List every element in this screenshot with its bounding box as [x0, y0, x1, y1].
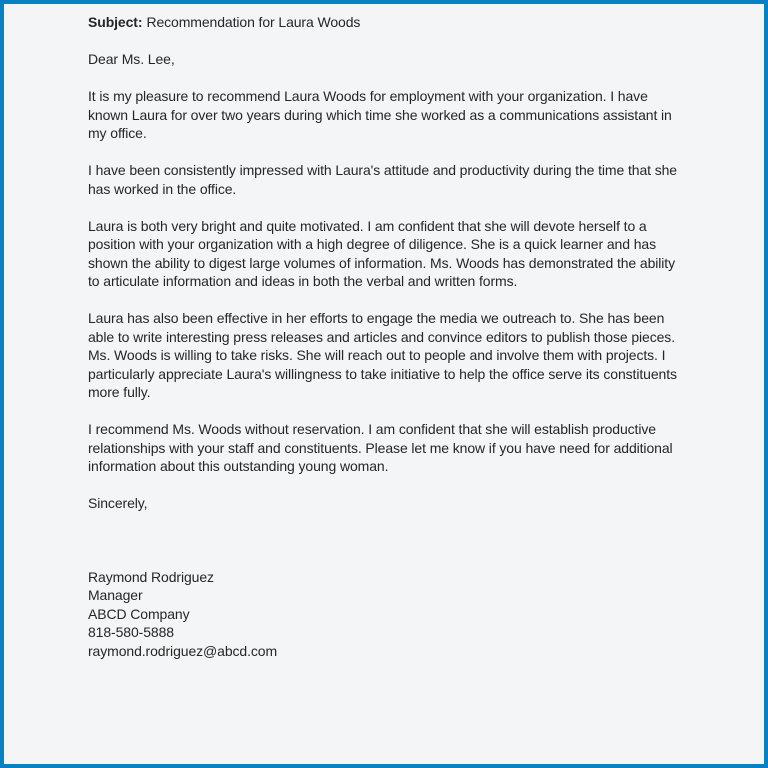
letter-paragraph: Laura is both very bright and quite motivated. I am confident that she will devote herself to a position with your organization with a high degree of diligence. She is a quick learner and has shown the ability to digest large volumes of information. Ms. Woods has demonstrated the ability to articulate information and ideas in both the verbal and written forms. [88, 217, 676, 289]
letter-paragraph: Laura has also been effective in her efforts to engage the media we outreach to. She has been able to write interesting press releases and articles and convince editors to publish those pieces. Ms. Woods is willing to take risks. She will reach out to people and involve them with projects. I particularly appreciate Laura's willingness to take initiative to help the office serve its constituents more fully. [88, 310, 677, 400]
letter-paragraph: It is my pleasure to recommend Laura Woods for employment with your organization. I have known Laura for over two years during which time she worked as a communications assistant in my office. [88, 88, 672, 141]
subject-label: Subject: [88, 14, 143, 30]
signature-company: ABCD Company [88, 605, 190, 622]
closing: Sincerely, [88, 495, 148, 511]
subject-line [88, 13, 688, 32]
signature-email: raymond.rodriguez@abcd.com [88, 642, 278, 659]
letter-paragraph: I have been consistently impressed with Laura's attitude and productivity during the time that she has worked in the office. [88, 162, 677, 197]
salutation: Dear Ms. Lee, [88, 51, 175, 67]
letter-paragraph: I recommend Ms. Woods without reservation. I am confident that she will establish productive relationships with your staff and constituents. Please let me know if you have need for additional information about this outstanding young woman. [88, 421, 673, 474]
letter-content [4, 4, 764, 660]
subject-text: Recommendation for Laura Woods [146, 14, 361, 30]
signature-block [88, 568, 704, 661]
signature-phone: 818-580-5888 [88, 624, 174, 640]
signature-name: Raymond Rodriguez [88, 568, 214, 585]
signature-title: Manager [88, 587, 143, 603]
